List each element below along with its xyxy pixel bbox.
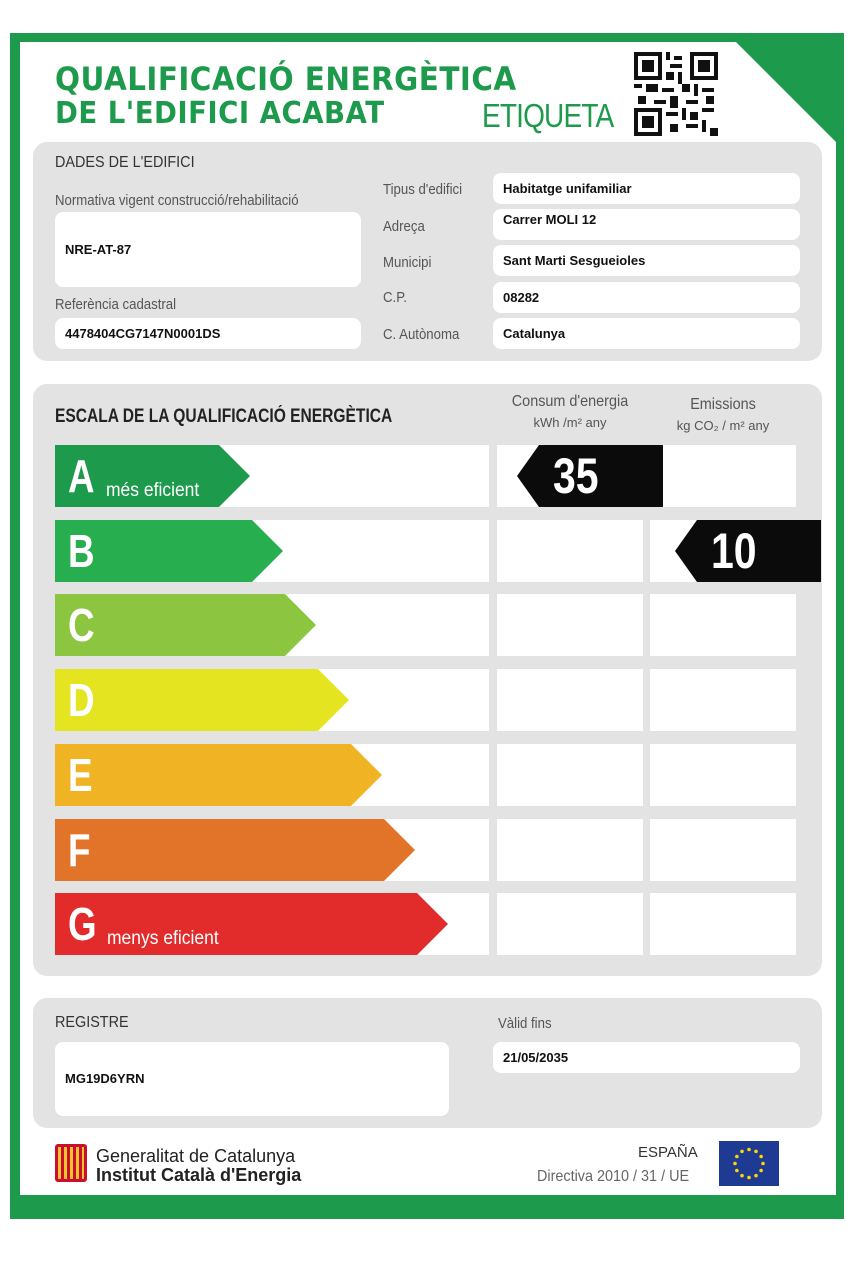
consum-cell-c [497, 594, 643, 656]
consum-unit: kWh /m² any [533, 415, 607, 430]
title-line2: DE L'EDIFICI ACABAT [55, 96, 385, 131]
valid-field: 21/05/2035 [493, 1042, 800, 1073]
consum-label: Consum d'energia [511, 393, 629, 410]
emissions-indicator [675, 520, 821, 582]
valid-label: Vàlid fins [498, 1015, 552, 1032]
consum-cell-d [497, 669, 643, 731]
qr-code-icon [634, 52, 718, 136]
emissions-cell-e [650, 744, 796, 806]
class-letter: F [68, 824, 91, 876]
class-arrow-e [55, 744, 382, 806]
class-letter: C [68, 599, 95, 651]
emissions-indicator-value: 10 [711, 523, 757, 579]
field-label-municipi: Municipi [383, 254, 432, 271]
eu-flag-icon [719, 1141, 779, 1186]
field-label-tipus: Tipus d'edifici [383, 181, 463, 198]
emissions-cell-f [650, 819, 796, 881]
generalitat-name: Generalitat de Catalunya [96, 1146, 296, 1166]
class-letter: D [68, 674, 95, 726]
class-subtitle: més eficient [106, 480, 200, 501]
emissions-cell-d [650, 669, 796, 731]
title-line1: QUALIFICACIÓ ENERGÈTICA [55, 60, 517, 98]
emissions-label: Emissions [690, 396, 756, 413]
emissions-cell-a [650, 445, 796, 507]
registre-label: REGISTRE [55, 1014, 129, 1031]
emissions-header [650, 396, 796, 433]
class-letter: B [68, 525, 95, 577]
field-value-municipi: Sant Marti Sesgueioles [493, 245, 800, 276]
consum-cell-e [497, 744, 643, 806]
cadastral-field: 4478404CG7147N0001DS [55, 318, 361, 349]
class-arrow-c [55, 594, 316, 656]
consum-cell-f [497, 819, 643, 881]
field-value-cp: 08282 [493, 282, 800, 313]
corner-fold [736, 42, 836, 142]
class-arrow-f [55, 819, 415, 881]
field-value-tipus: Habitatge unifamiliar [493, 173, 800, 204]
consum-header [497, 393, 643, 430]
emissions-cell-g [650, 893, 796, 955]
directive-label: Directiva 2010 / 31 / UE [537, 1168, 690, 1185]
consum-cell-b [497, 520, 643, 582]
normativa-field: NRE-AT-87 [55, 212, 361, 287]
field-value-adreca: Carrer MOLI 12 [493, 209, 800, 240]
class-letter: A [68, 450, 95, 502]
emissions-unit: kg CO₂ / m² any [676, 418, 770, 433]
class-arrow-a [55, 445, 250, 507]
etiqueta-label: ETIQUETA [482, 97, 614, 134]
cadastral-label: Referència cadastral [55, 296, 177, 313]
class-subtitle: menys eficient [107, 928, 219, 949]
institut-name: Institut Català d'Energia [96, 1165, 302, 1185]
class-letter: G [68, 898, 97, 950]
scale-title: ESCALA DE LA QUALIFICACIÓ ENERGÈTICA [55, 406, 393, 427]
country-label: ESPAÑA [638, 1144, 698, 1161]
consum-cell-g [497, 893, 643, 955]
field-label-adreca: Adreça [383, 218, 425, 235]
class-arrow-b [55, 520, 283, 582]
emissions-cell-c [650, 594, 796, 656]
consum-indicator-value: 35 [553, 448, 599, 504]
registre-field: MG19D6YRN [55, 1042, 449, 1116]
class-arrow-d [55, 669, 349, 731]
building-section-title: DADES DE L'EDIFICI [55, 154, 195, 171]
class-arrow-g [55, 893, 448, 955]
consum-indicator [517, 445, 663, 507]
generalitat-logo-icon [55, 1144, 87, 1182]
class-letter: E [68, 749, 93, 801]
field-label-autonoma: C. Autònoma [383, 326, 460, 343]
field-label-cp: C.P. [383, 289, 407, 306]
field-value-autonoma: Catalunya [493, 318, 800, 349]
normativa-label: Normativa vigent construcció/rehabilitació [55, 192, 299, 209]
